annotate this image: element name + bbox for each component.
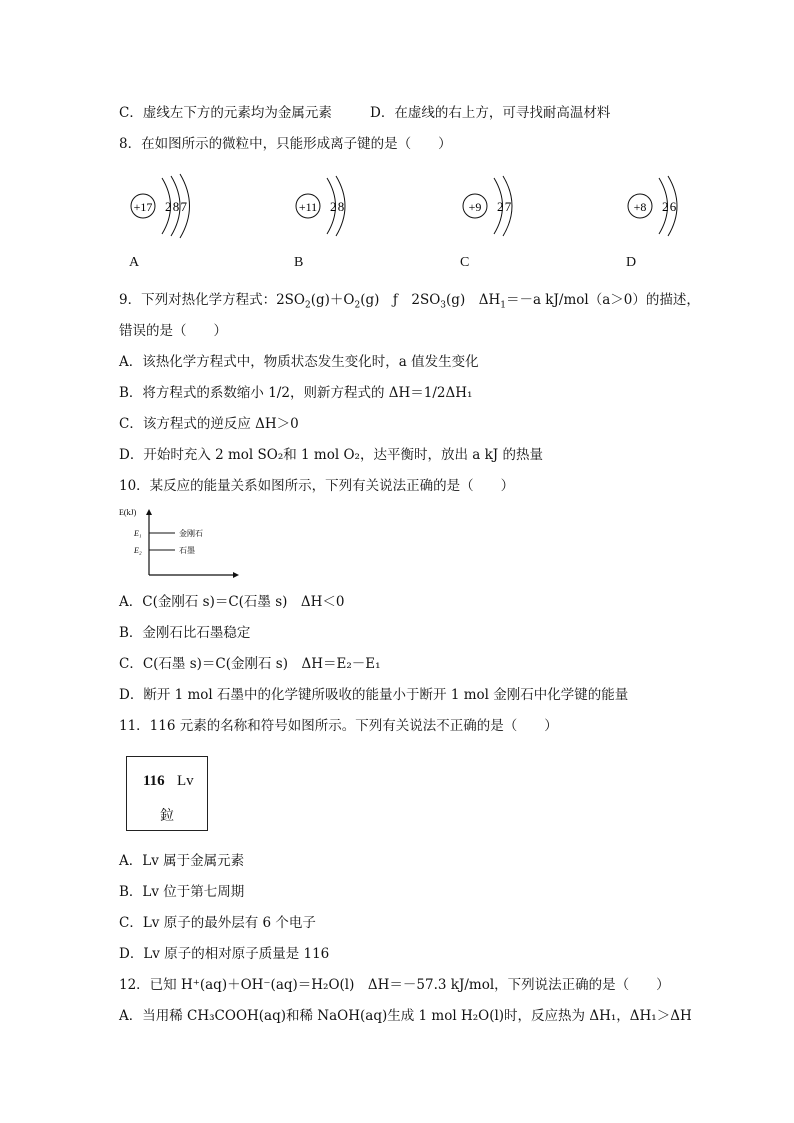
q9-option-a: A．该热化学方程式中，物质状态发生变化时，a 值发生变化: [119, 354, 479, 370]
q7-option-d: D．在虚线的右上方，可寻找耐高温材料: [370, 105, 611, 121]
atom-diagram-a: [127, 172, 217, 240]
atom-a-shells: 2 8 7: [165, 199, 186, 214]
atom-label-a: A: [129, 255, 140, 270]
element-card: [126, 756, 208, 831]
graphite-label: 石墨: [179, 546, 195, 555]
q10-option-c: C．C(石墨 s)＝C(金刚石 s) ΔH＝E₂－E₁: [119, 656, 381, 672]
atom-a-nucleus: +17: [133, 200, 153, 214]
q11-option-c: C．Lv 原子的最外层有 6 个电子: [119, 915, 316, 931]
atom-label-b: B: [294, 255, 304, 270]
element-name: 鉝: [160, 808, 174, 824]
element-number: 116: [143, 773, 165, 789]
q10-stem: 10．某反应的能量关系如图所示，下列有关说法正确的是（ ）: [119, 478, 515, 494]
q9-option-b: B．将方程式的系数缩小 1/2，则新方程式的 ΔH＝1/2ΔH₁: [119, 385, 473, 401]
atom-c-nucleus: +9: [468, 200, 482, 214]
e1-label: E₁: [134, 529, 142, 538]
q11-option-b: B．Lv 位于第七周期: [119, 884, 245, 900]
atom-diagram-b: [294, 172, 384, 240]
q9-stem: 9．下列对热化学方程式：$2SO_2(g)+O_2(g)$ ƒ $2SO_3(g)$ $\Delta H_1=-a$ kJ/mol（a＞0）的描述，: [119, 292, 700, 311]
atom-b-shells: 2 8: [330, 199, 344, 214]
atom-diagram-d: [626, 172, 716, 240]
q11-option-a: A．Lv 属于金属元素: [119, 853, 245, 869]
q9-option-d: D．开始时充入 2 mol SO₂和 1 mol O₂，达平衡时，放出 a kJ 的热量: [119, 447, 543, 463]
atom-c-shells: 2 7: [497, 199, 511, 214]
q10-option-d: D．断开 1 mol 石墨中的化学键所吸收的能量小于断开 1 mol 金刚石中化学键的能量: [119, 687, 629, 703]
q11-option-d: D．Lv 原子的相对原子质量是 116: [119, 946, 330, 962]
atom-d-shells: 2 6: [662, 199, 676, 214]
q12-option-a: A．当用稀 CH₃COOH(aq)和稀 NaOH(aq)生成 1 mol H₂O(l)时，反应热为 ΔH₁，ΔH₁＞ΔH: [119, 1008, 692, 1024]
energy-diagram: [119, 505, 244, 583]
e2-label: E₂: [134, 546, 142, 555]
atom-diagram-c: [460, 172, 550, 240]
q9-option-c: C．该方程式的逆反应 ΔH＞0: [119, 416, 299, 432]
q8-stem: 8．在如图所示的微粒中，只能形成离子键的是（ ）: [119, 136, 452, 152]
element-symbol: Lv: [177, 773, 194, 789]
atom-label-d: D: [626, 255, 637, 270]
diamond-label: 金刚石: [179, 529, 203, 538]
q9-stem-line2: 错误的是（ ）: [119, 323, 227, 339]
atom-label-c: C: [460, 255, 470, 270]
atom-b-nucleus: +11: [298, 200, 318, 214]
energy-axis-label: E(kJ): [119, 508, 137, 517]
q10-option-a: A．C(金刚石 s)＝C(石墨 s) ΔH＜0: [119, 594, 345, 610]
atom-d-nucleus: +8: [633, 200, 647, 214]
q10-option-b: B．金刚石比石墨稳定: [119, 625, 251, 641]
q12-stem: 12．已知 H⁺(aq)＋OH⁻(aq)＝H₂O(l) ΔH＝－57.3 kJ/mol，下列说法正确的是（ ）: [119, 977, 670, 993]
q11-stem: 11．116 元素的名称和符号如图所示。下列有关说法不正确的是（ ）: [119, 718, 558, 734]
q7-option-c: C．虚线左下方的元素均为金属元素: [119, 105, 332, 121]
